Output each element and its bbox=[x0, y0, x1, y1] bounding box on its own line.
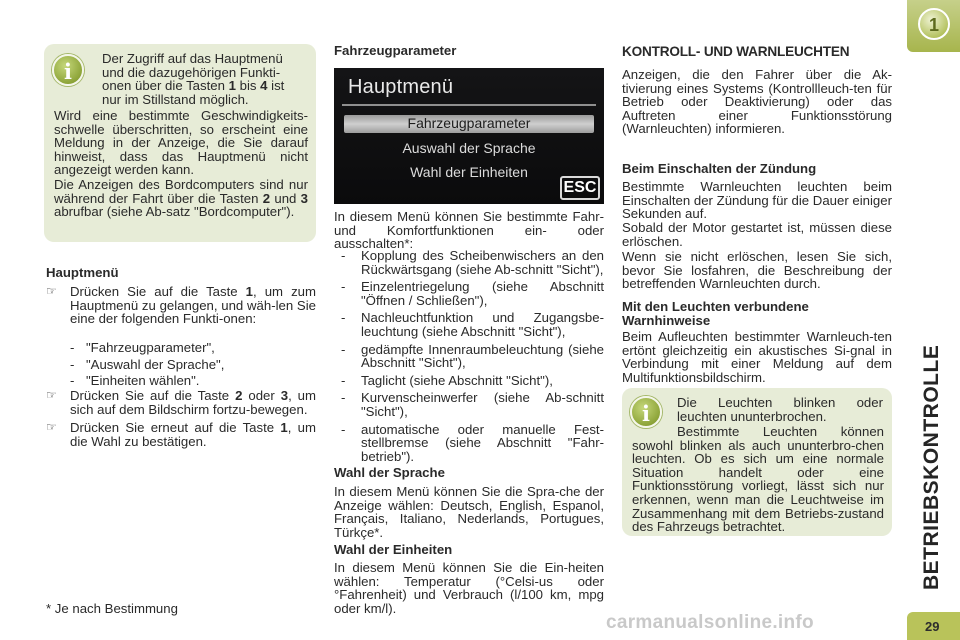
menu-item-fahrzeugparameter: Fahrzeugparameter bbox=[407, 115, 531, 131]
hauptmenu-steps-2 bbox=[46, 389, 316, 448]
page-number: 29 bbox=[925, 619, 940, 634]
hand-pointer-icon: ☞ bbox=[46, 388, 57, 402]
info-box-leuchten-p2: Bestimmte Leuchten können sowohl blinken als auch ununterbro-chen leuchten. Ob es sich um eine normale Situation handelt oder eine Funktionsstörung vorliegt, lässt sich nur erkennen, wenn man die Leuchtweise im Zusammenhang mit dem Betriebs-zustand des Fahrzeugs betrachtet. bbox=[632, 424, 884, 535]
list-item: - Nachleuchtfunktion und Zugangsbe-leuchtung (siehe Abschnitt "Sicht"), bbox=[341, 310, 604, 339]
section-heading-einheiten: Wahl der Einheiten bbox=[334, 542, 453, 557]
list-item: - "Fahrzeugparameter", bbox=[70, 340, 215, 355]
info-box-bordcomputer: Die Anzeigen des Bordcomputers sind nur während der Fahrt über die Tasten 2 und 3 abrufbar (siehe Ab-satz "Bordcomputer"). bbox=[54, 177, 308, 220]
fahrzeugparameter-intro: In diesem Menü können Sie bestimmte Fahr- und Komfortfunktionen ein- oder ausschalten*: bbox=[334, 209, 604, 252]
info-box-intro: Der Zugriff auf das Hauptmenü und die dazugehörigen Funkti- onen über die Tasten 1 bis 4 ist nur im Stillstand möglich. bbox=[102, 51, 285, 107]
section-heading-zuendung: Beim Einschalten der Zündung bbox=[622, 161, 817, 176]
verbunden-text: Beim Aufleuchten bestimmter Warnleuch-ten ertönt gleichzeitig ein akustisches Si-gnal in Verbindung mit einer Meldung auf dem Multifunktionsbildschirm. bbox=[622, 329, 892, 385]
zuendung-p2: Sobald der Motor gestartet ist, müssen diese erlöschen. bbox=[622, 220, 892, 249]
list-item: - Taglicht (siehe Abschnitt "Sicht"), bbox=[341, 372, 553, 388]
list-item: - automatische oder manuelle Fest-stellbremse (siehe Abschnitt "Fahr-betrieb"). bbox=[341, 421, 604, 464]
hauptmenu-steps bbox=[46, 285, 316, 326]
page-number-badge bbox=[907, 612, 960, 640]
list-item: - "Einheiten wählen". bbox=[70, 373, 200, 389]
divider bbox=[342, 104, 596, 106]
section-heading-verbunden: Mit den Leuchten verbundene Warnhinweise bbox=[622, 299, 809, 328]
watermark: carmanualsonline.info bbox=[606, 612, 814, 633]
section-heading-hauptmenu: Hauptmenü bbox=[46, 265, 119, 280]
fahrzeugparameter-list bbox=[334, 249, 604, 463]
list-item: - "Auswahl der Sprache", bbox=[70, 356, 225, 372]
chapter-badge bbox=[907, 0, 960, 52]
menu-item-einheiten: Wahl der Einheiten bbox=[410, 164, 528, 180]
hauptmenu-options bbox=[64, 341, 314, 388]
list-item: - Kopplung des Scheibenwischers an den Rückwärtsgang (siehe Ab-schnitt "Sicht"), bbox=[341, 248, 604, 277]
info-box-leuchten bbox=[622, 388, 892, 536]
kontroll-intro: Anzeigen, die den Fahrer über die Ak-tivierung eines Systems (Kontrollleuch-ten für Betrieb oder Deaktivierung) oder das Auftreten einer Funktionsstörung (Warnleuchten) informieren. bbox=[622, 67, 892, 137]
chapter-number: 1 bbox=[928, 15, 939, 35]
zuendung-p1: Bestimmte Warnleuchten leuchten beim Einschalten der Zündung für die Dauer einiger Sekunden auf. bbox=[622, 179, 892, 222]
hand-pointer-icon: ☞ bbox=[46, 284, 57, 298]
list-item: ☞ Drücken Sie auf die Taste 1, um zum Hauptmenü zu gelangen, und wäh-len Sie eine der folgenden Funkti-onen: bbox=[46, 284, 316, 327]
list-item: ☞ Drücken Sie erneut auf die Taste 1, um die Wahl zu bestätigen. bbox=[46, 420, 316, 449]
sprache-text: In diesem Menü können Sie die Spra-che der Anzeige wählen: Deutsch, English, Espanol, Français, Italiano, Nederlands, Portugues, Türkçe*. bbox=[334, 484, 604, 540]
einheiten-text: In diesem Menü können Sie die Ein-heiten wählen: Temperatur (°Celsi-us oder °Fahrenheit) und Verbrauch (l/100 km, mpg oder km/l). bbox=[334, 560, 604, 616]
page-title: KONTROLL- UND WARNLEUCHTEN bbox=[622, 44, 850, 59]
list-item: ☞ Drücken Sie auf die Taste 2 oder 3, um sich auf dem Bildschirm fortzu-bewegen. bbox=[46, 388, 316, 417]
info-icon: i bbox=[630, 396, 662, 428]
list-item: - Kurvenscheinwerfer (siehe Ab-schnitt "Sicht"), bbox=[341, 390, 604, 419]
menu-item-sprache: Auswahl der Sprache bbox=[402, 140, 536, 156]
list-item: - gedämpfte Innenraumbeleuchtung (siehe Abschnitt "Sicht"), bbox=[341, 341, 604, 371]
info-box-speed-warning: Wird eine bestimmte Geschwindigkeits-schwelle überschritten, so erscheint eine Meldung in der Anzeige, die Sie darauf hinweist, dass das Hauptmenü nicht angezeigt werden kann. bbox=[54, 108, 308, 178]
hand-pointer-icon: ☞ bbox=[46, 420, 57, 435]
section-heading-sprache: Wahl der Sprache bbox=[334, 465, 445, 480]
screen-title: Hauptmenü bbox=[348, 76, 454, 98]
esc-label: ESC bbox=[560, 176, 600, 200]
info-box-speed bbox=[44, 44, 316, 242]
section-heading-fahrzeugparameter: Fahrzeugparameter bbox=[334, 43, 457, 58]
info-icon: i bbox=[52, 54, 84, 86]
list-item: - Einzelentriegelung (siehe Abschnitt "Öffnen / Schließen"), bbox=[341, 279, 604, 308]
zuendung-p3: Wenn sie nicht erlöschen, lesen Sie sich, bevor Sie losfahren, die Beschreibung der betreffenden Warnleuchten durch. bbox=[622, 249, 892, 292]
info-box-leuchten-p1: Die Leuchten blinken oder leuchten ununterbrochen. bbox=[677, 395, 883, 424]
chapter-number-icon bbox=[918, 8, 950, 40]
display-screenshot bbox=[334, 68, 604, 204]
section-title-vertical: BETRIEBSKONTROLLE bbox=[920, 344, 943, 590]
footnote: * Je nach Bestimmung bbox=[46, 601, 178, 616]
